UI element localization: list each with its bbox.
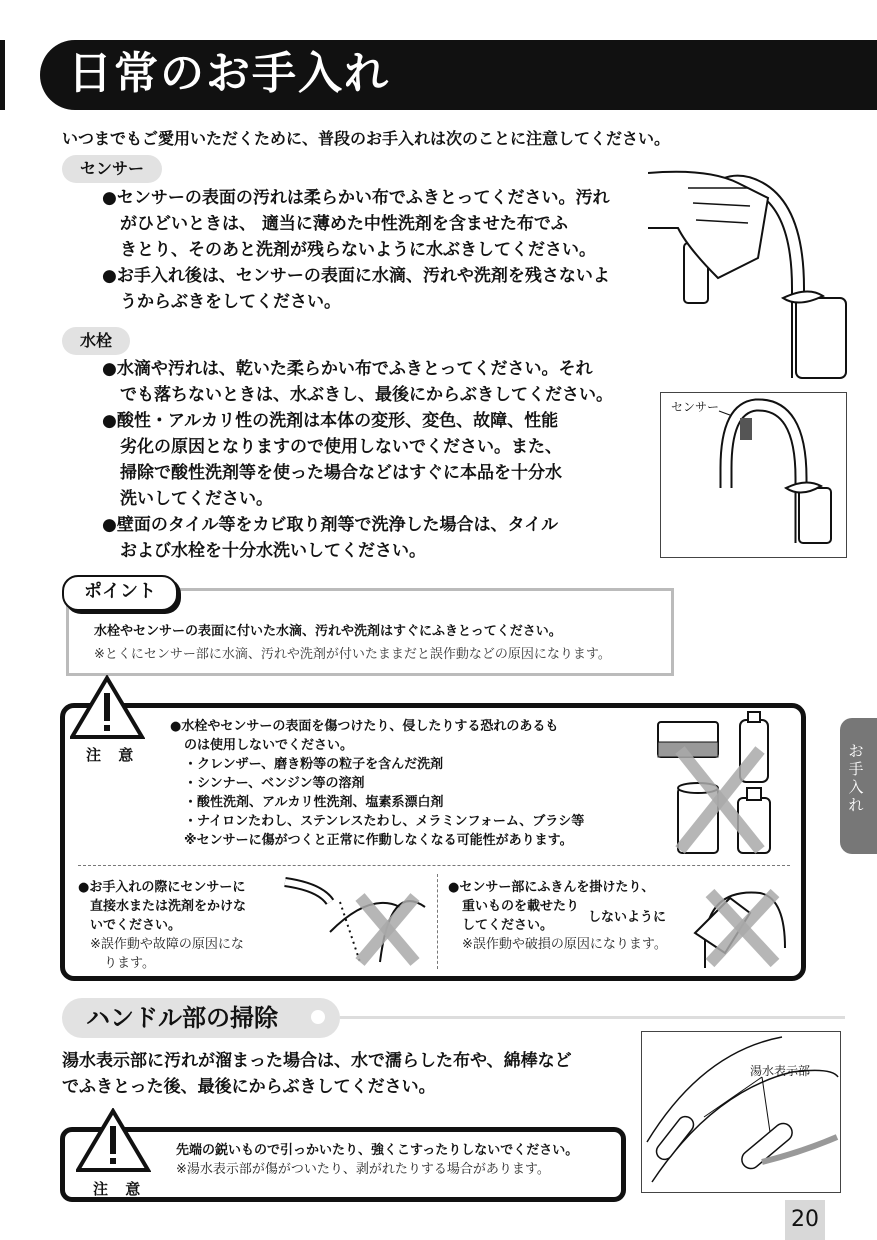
warning-triangle-icon — [70, 675, 145, 740]
faucet-bullets — [102, 356, 642, 564]
side-tab-label: お手入れ — [848, 742, 864, 814]
handle-drawing — [642, 1032, 840, 1192]
intro-text: いつまでもご愛用いただくために、普段のお手入れは次のことに注意してください。 — [62, 129, 671, 148]
caution-handle-text: 先端の鋭いもので引っかいたり、強くこすったりしないでください。 — [176, 1143, 579, 1158]
warning-triangle-icon — [76, 1108, 151, 1173]
header-dot — [311, 1010, 325, 1024]
faucet-bullet-1: ●水滴や汚れは、乾いた柔らかい布でふきとってください。それ でも落ちないときは、水ぶきし、最後にからぶきしてください。 — [102, 359, 613, 405]
wiping-faucet-illustration — [648, 168, 853, 383]
handle-section-title: ハンドル部の掃除 — [86, 1004, 278, 1032]
point-text: 水栓やセンサーの表面に付いた水滴、汚れや洗剤はすぐにふきとってください。 — [94, 624, 562, 639]
page-title: 日常のお手入れ — [68, 48, 390, 99]
caution-left-text: ●お手入れの際にセンサーに 直接水または洗剤をかけな いでください。 ※誤作動や故障の原因にな ります。 — [78, 880, 247, 971]
dashed-divider — [78, 865, 790, 866]
sensor-bullet-1: ●センサーの表面の汚れは柔らかい布でふきとってください。汚れ がひどいときは、 適当に薄めた中性洗剤を含ませた布でふ きとり、そのあと洗剤が残らないように水ぶきしてください。 — [102, 188, 610, 260]
faucet-bullet-3: ●壁面のタイル等をカビ取り剤等で洗浄した場合は、タイル および水栓を十分水洗いしてください。 — [102, 515, 559, 561]
handle-body: 湯水表示部に汚れが溜まった場合は、水で濡らした布や、綿棒など でふきとった後、最後にからぶきしてください。 — [62, 1051, 572, 1097]
caution-main-text: ●水栓やセンサーの表面を傷つけたり、侵したりする恐れのあるも のは使用しないでください。 ・クレンザー、磨き粉等の粒子を含んだ洗剤 ・シンナー、ベンジン等の溶剤 ・酸性洗剤、アルカリ性洗剤、塩素系漂白剤 ・ナイロンたわし、ステンレスたわし、メラミンフォーム、ブラシ等 ※センサーに傷がつくと正常に作動しなくなる可能性があります。 — [170, 717, 640, 850]
sensor-label: センサー — [62, 155, 162, 183]
caution-label: 注 意 — [93, 1180, 147, 1198]
sensor-bullets — [102, 185, 642, 315]
page-number: 20 — [785, 1200, 825, 1240]
faucet-label: 水栓 — [62, 327, 130, 355]
sensor-bullet-2: ●お手入れ後は、センサーの表面に水滴、汚れや洗剤を残さないよ うからぶきをしてください。 — [102, 266, 610, 312]
caution-item: ・シンナー、ベンジン等の溶剤 — [184, 776, 365, 791]
left-margin-mark — [0, 40, 5, 110]
indicator-figure-label: 湯水表示部 — [750, 1064, 811, 1078]
cloth-on-sensor-illustration — [690, 878, 790, 973]
point-note: ※とくにセンサー部に水滴、汚れや洗剤が付いたままだと誤作動などの原因になります。 — [94, 647, 611, 662]
caution-label: 注 意 — [86, 746, 140, 764]
caution-right-aside: しないように — [588, 910, 667, 925]
caution-right-text: ●センサー部にふきんを掛けたり、 重いものを載せたり してください。 ※誤作動や破損の原因になります。 — [448, 880, 667, 952]
dashed-divider — [437, 874, 438, 969]
sensor-location-figure — [660, 392, 847, 558]
caution-item: ・酸性洗剤、アルカリ性洗剤、塩素系漂白剤 — [184, 795, 444, 810]
caution-handle-note: ※湯水表示部が傷がついたり、剥がれたりする場合があります。 — [176, 1162, 550, 1177]
point-label: ポイント — [62, 575, 178, 611]
header-rule — [340, 1016, 845, 1019]
caution-item: ・ナイロンたわし、ステンレスたわし、メラミンフォーム、ブラシ等 — [184, 814, 585, 829]
spraying-water-illustration — [280, 872, 430, 967]
prohibited-cleaners-illustration — [650, 710, 775, 860]
sensor-figure-label: センサー — [671, 400, 720, 414]
caution-item: ・クレンザー、磨き粉等の粒子を含んだ洗剤 — [184, 757, 444, 772]
handle-indicator-figure — [641, 1031, 841, 1193]
faucet-bullet-2: ●酸性・アルカリ性の洗剤は本体の変形、変色、故障、性能 劣化の原因となりますので使用しないでください。また、 掃除で酸性洗剤等を使った場合などはすぐに本品を十分水 洗いしてください。 — [102, 411, 562, 509]
faucet-sensor-drawing — [661, 393, 846, 557]
